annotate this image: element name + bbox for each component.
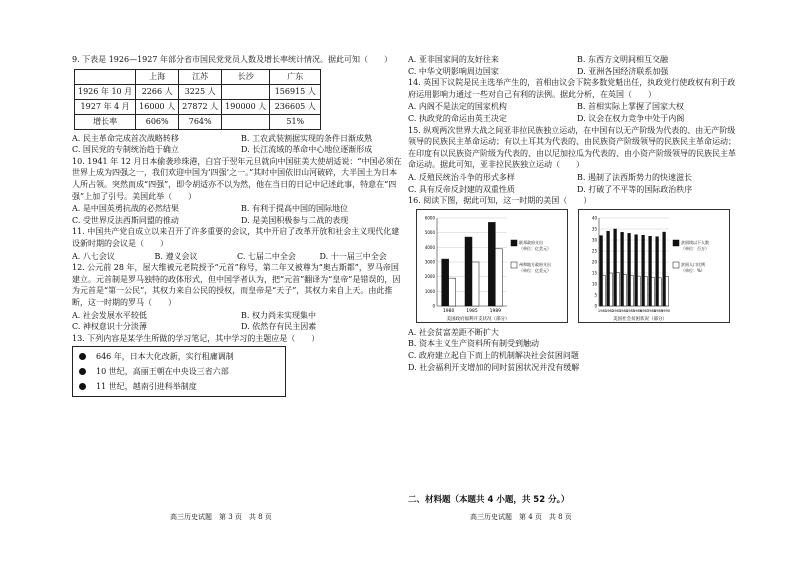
welfare-spending-chart-svg: [417, 210, 567, 322]
table-cell: 27872 人: [179, 99, 222, 114]
q14-option-d[interactable]: D. 议会在权力竞争中处于内阁: [577, 113, 685, 123]
q14-option-c[interactable]: C. 执政党的命运由英王决定: [408, 113, 507, 123]
q16-options: [408, 327, 738, 373]
poverty-chart-svg: [579, 210, 729, 322]
q9-option-b[interactable]: B. 工农武装割据实现的条件日渐成熟: [241, 133, 372, 143]
q16-option-a[interactable]: A. 社会贫富差距不断扩大: [408, 327, 499, 337]
x-tick-label: 1987: [639, 308, 650, 313]
bar: [628, 233, 631, 306]
bar: [607, 231, 610, 306]
q12-stem: 12. 公元前 28 年，屋大维被元老院授予“元首”称号，第二年又被尊为“奥古斯都”，罗马帝国建立。元首制是罗马独特的政体形式，但中国学者认为，把“元首”翻译为“皇帝”是错误的，因为元首是“第一公民”，其权力来自公民的授权，而皇帝是“天子”，其权力来自上天。由此推断，这一时期的罗马（ ）: [72, 263, 401, 307]
q13-stem: 13. 下列内容是某学生所做的学习笔记，其中学习的主题应是（ ）: [72, 333, 320, 343]
legend-swatch: [511, 240, 517, 246]
x-tick-label: 1981: [597, 308, 608, 313]
q13-notes-box: [72, 346, 286, 397]
note-item: [79, 379, 279, 394]
chart-title: 美国社会贫困状况（部分）: [613, 316, 667, 322]
section-title: 二、材料题（本题共 4 小题，共 52 分。）: [408, 495, 570, 505]
bar: [638, 276, 641, 306]
q11-option-a[interactable]: A. 八七会议: [72, 251, 115, 261]
q12-option-d[interactable]: D. 依然存有民主因素: [241, 322, 317, 332]
q13-option-c[interactable]: C. 中华文明影响周边国家: [408, 66, 499, 76]
legend-label: （单位：百万）: [681, 245, 709, 251]
y-tick-label: 0: [432, 303, 435, 309]
bar: [617, 272, 620, 305]
bullet-icon: [79, 383, 86, 390]
x-tick-label: 1985: [466, 308, 478, 314]
welfare-spending-chart: [416, 209, 568, 323]
page-right: [408, 54, 738, 373]
y-tick-label: 15: [591, 270, 597, 276]
table-cell: [222, 84, 270, 99]
bar: [631, 275, 634, 306]
q11-option-d[interactable]: D. 十一届三中全会: [319, 251, 387, 261]
q16-option-b[interactable]: B. 资本主义生产资料所有制受到触动: [408, 339, 539, 349]
y-tick-label: 25: [591, 248, 597, 254]
q16-charts: [416, 209, 738, 323]
q11-option-b[interactable]: B. 遵义会议: [154, 251, 198, 261]
q9-stem: 9. 下表是 1926—1927 年部分省市国民党党员人数及增长率统计情况。据此可知（ ）: [72, 55, 392, 64]
y-tick-label: 3000: [424, 259, 435, 265]
q15-options: [408, 172, 738, 195]
q14-options: [408, 101, 738, 124]
q15-option-c[interactable]: C. 具有反帝反封建的双重性质: [408, 184, 515, 194]
bar: [666, 276, 669, 306]
legend-label: 联邦政府支出: [519, 239, 543, 245]
q11-stem: 11. 中国共产党自成立以来召开了许多重要的会议，其中开启了改革开放和社会主义现代化建设新时期的会议是（ ）: [72, 227, 400, 248]
x-tick-label: 1984: [618, 308, 629, 313]
table-row: [75, 99, 321, 114]
q13-option-a[interactable]: A. 亚非国家间的友好往来: [408, 55, 499, 64]
bar: [600, 235, 603, 305]
y-tick-label: 6000: [424, 215, 435, 221]
page-footer-right: 高三历史试题 第 4 页 共 8 页: [470, 513, 572, 521]
y-tick-label: 10: [591, 281, 597, 287]
q12-option-b[interactable]: B. 权力尚未实现集中: [241, 310, 316, 320]
bar: [621, 232, 624, 306]
bar: [659, 278, 662, 306]
legend-swatch: [673, 240, 679, 246]
bullet-icon: [79, 368, 86, 375]
q10-option-c[interactable]: C. 受世界反法西斯同盟的推动: [72, 215, 179, 225]
table-cell: 236605 人: [270, 99, 321, 114]
table-cell: 51%: [270, 114, 321, 129]
x-tick-label: 1985: [625, 308, 636, 313]
poverty-chart: [578, 209, 730, 323]
q9-options: [72, 133, 402, 156]
x-tick-label: 1982: [604, 308, 615, 313]
y-tick-label: 35: [591, 226, 597, 232]
table-cell: 764%: [179, 114, 222, 129]
x-tick-label: 1989: [653, 308, 664, 313]
table-header-cell: 广东: [270, 69, 321, 84]
y-tick-label: 30: [591, 237, 597, 243]
q9-option-a[interactable]: A. 民主革命完成首次战略转移: [72, 133, 179, 143]
bar: [663, 232, 666, 306]
x-tick-label: 1988: [646, 308, 657, 313]
q10-option-a[interactable]: A. 是中国英勇抗战的必然结果: [72, 204, 179, 214]
q16-option-d[interactable]: D. 社会福利开支增加的同时贫困状况并没有缓解: [408, 362, 580, 372]
legend-label: （单位：亿美元）: [519, 245, 551, 251]
q16-option-c[interactable]: C. 政府建立起自下而上的机制解决社会贫困问题: [408, 350, 579, 360]
y-tick-label: 40: [591, 215, 597, 221]
q10-option-d[interactable]: D. 是美国积极参与二战的表现: [241, 215, 349, 225]
q15-stem: 15. 纵观两次世界大战之间亚非拉民族独立运动，在中国有以无产阶级为代表的、由无产阶级领导的民族民主革命运动；有以土耳其为代表的、由民族资产阶级领导的民族民主革命运动；在印度有以民族资产阶级为代表的、由以尼加拉瓜为代表的、由小资产阶级领导的民族民主革命运动。据此可知，亚非拉民族独立运动（ ）: [408, 125, 736, 170]
page-footer-left: 高三历史试题 第 3 页 共 8 页: [170, 513, 272, 521]
x-tick-label: 1983: [611, 308, 622, 313]
table-cell: 156915 人: [270, 84, 321, 99]
y-tick-label: 5000: [424, 229, 435, 235]
q11-options: [72, 251, 402, 263]
x-tick-label: 1980: [442, 308, 455, 314]
table-cell: 16000 人: [136, 99, 179, 114]
page-left: [72, 54, 402, 397]
table-cell: 190000 人: [222, 99, 270, 114]
bar: [610, 273, 613, 306]
q10-option-b[interactable]: B. 有利于提高中国的国际地位: [241, 204, 348, 214]
q12-options: [72, 310, 402, 333]
chart-title: 美国政府福利开支状况（部分）: [446, 316, 510, 322]
legend-swatch: [511, 262, 517, 268]
q9-option-c[interactable]: C. 国民党的专制统治趋于确立: [72, 145, 179, 155]
y-tick-label: 1000: [424, 288, 435, 294]
q10-options: [72, 203, 402, 226]
q12-option-c[interactable]: C. 神权意识十分淡薄: [72, 322, 147, 332]
table-cell: 增长率: [75, 114, 136, 129]
table-header-cell: [75, 69, 136, 84]
table-row: [75, 114, 321, 129]
bar: [645, 276, 648, 305]
bar: [449, 278, 456, 306]
q14-option-b[interactable]: B. 首相实际上掌握了国家大权: [577, 102, 684, 112]
table-cell: 1926 年 10 月: [75, 84, 136, 99]
legend-label: 州和地方政府支出: [519, 261, 551, 267]
table-header-cell: 江苏: [179, 69, 222, 84]
table-header-cell: 上海: [136, 69, 179, 84]
q14-option-a[interactable]: A. 内阁不是法定的国家机构: [408, 102, 507, 112]
bar: [472, 262, 479, 306]
q9-option-d[interactable]: D. 长江流域的革命中心地位逐渐形成: [241, 145, 373, 155]
table-cell: 2266 人: [136, 84, 179, 99]
legend-label: （单位：%）: [681, 267, 705, 273]
x-tick-label: 1986: [632, 308, 643, 313]
legend-swatch: [673, 262, 679, 268]
note-text: 11 世纪，越南引进科举制度: [96, 381, 197, 391]
q15-option-a[interactable]: A. 反殖民统治斗争的形式多样: [408, 172, 515, 182]
y-tick-label: 0: [594, 303, 597, 309]
q9-table: [74, 69, 321, 130]
q15-option-d[interactable]: D. 打破了不平等的国际政治秩序: [577, 184, 693, 194]
bar: [614, 229, 617, 306]
bar: [656, 236, 659, 305]
y-tick-label: 20: [591, 259, 597, 265]
bar: [495, 249, 502, 306]
bar: [603, 275, 606, 306]
x-tick-label: 1990: [660, 308, 671, 313]
bar: [624, 274, 627, 306]
q13-option-d[interactable]: D. 亚洲各国经济联系加强: [577, 66, 669, 76]
bar: [649, 236, 652, 306]
q11-option-c[interactable]: C. 七届二中全会: [237, 251, 296, 261]
q13-options: [408, 54, 738, 77]
bullet-icon: [79, 353, 86, 360]
bar: [635, 234, 638, 305]
bar: [642, 235, 645, 306]
y-tick-label: 4000: [424, 244, 435, 250]
legend-label: 贫困线以下人数: [681, 239, 709, 245]
q16-stem: 16. 阅读下图，据此可知，这一时期的美国（ ）: [408, 196, 592, 206]
table-cell: 3225 人: [179, 84, 222, 99]
bar: [488, 222, 495, 306]
y-tick-label: 2000: [424, 273, 435, 279]
note-item: [79, 349, 279, 364]
bar: [465, 237, 472, 306]
legend-label: 贫困人口比例: [681, 261, 705, 267]
table-cell: [222, 114, 270, 129]
q13-option-b[interactable]: B. 东西方文明间相互交融: [577, 55, 668, 64]
q10-stem: 10. 1941 年 12 月日本偷袭珍珠港，白宫于翌年元旦就向中国驻美大使胡适说：“中国必须在世界上成为四强之一，我们欢迎中国为‘四强’之一。”其时中国依旧山河破碎，大半国土为日本人所占领。突然而成“四强”，即令胡适亦不以为然，他在当日的日记中记述此事，特意在“四强”上加了引号。美国此举（ ）: [72, 156, 402, 201]
legend-label: （单位：亿美元）: [519, 267, 551, 273]
bar: [652, 277, 655, 306]
note-text: 646 年，日本大化改新，实行租庸调制: [96, 351, 234, 361]
q15-option-b[interactable]: B. 遏制了法西斯势力的快速滋长: [577, 172, 692, 182]
x-tick-label: 1989: [489, 308, 502, 314]
table-header-cell: 长沙: [222, 69, 270, 84]
q14-stem: 14. 英国下议院是民主选举产生的，首相由议会下院多数党魁出任，执政党行使政权有利于政府运用影响力通过一些对自己有利的法例。据此分析，在英国（ ）: [408, 78, 736, 99]
table-cell: 1927 年 4 月: [75, 99, 136, 114]
y-tick-label: 5: [594, 292, 597, 298]
q12-option-a[interactable]: A. 社会发展水平较低: [72, 310, 147, 320]
note-text: 10 世纪，高丽王朝在中央设三省六部: [96, 366, 229, 376]
note-item: [79, 364, 279, 379]
table-cell: 606%: [136, 114, 179, 129]
table-row: [75, 84, 321, 99]
bar: [442, 259, 449, 306]
